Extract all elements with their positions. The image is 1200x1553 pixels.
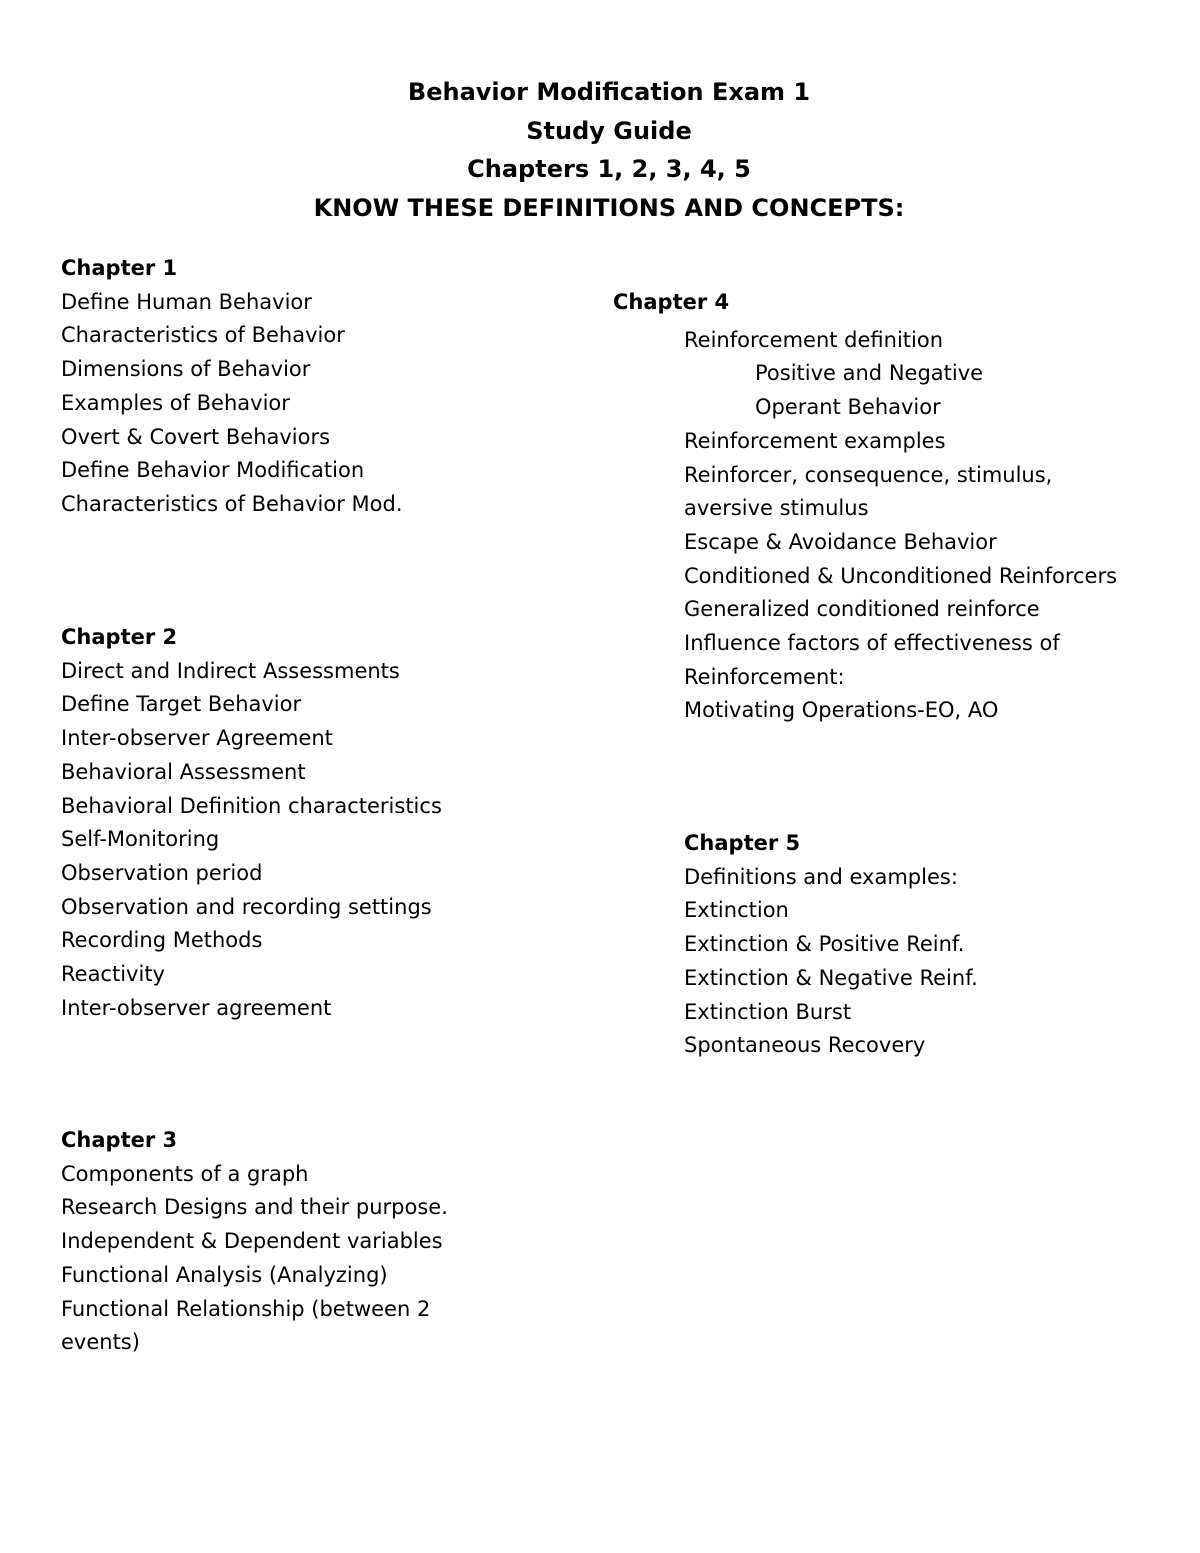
- chapter-5-heading: Chapter 5: [684, 831, 801, 855]
- list-item: aversive stimulus: [684, 496, 869, 521]
- chapter-5-list: [613, 861, 978, 1063]
- list-item: Extinction Burst: [684, 999, 852, 1024]
- list-item: Definitions and examples:: [684, 864, 958, 889]
- document-header: [0, 73, 1200, 227]
- chapter-4-list: [613, 324, 1117, 728]
- list-item: Direct and Indirect Assessments: [61, 658, 400, 683]
- list-item: Functional Analysis (Analyzing): [61, 1262, 388, 1287]
- list-item: Define Behavior Modification: [61, 458, 365, 483]
- list-item: Characteristics of Behavior Mod.: [61, 491, 403, 516]
- list-item: Dimensions of Behavior: [61, 357, 311, 382]
- chapter-2-section: [61, 621, 442, 1025]
- chapter-3-section: [61, 1124, 448, 1360]
- chapter-4-heading: Chapter 4: [613, 290, 730, 314]
- list-item: Inter-observer Agreement: [61, 726, 333, 751]
- document-subtitle: Study Guide: [526, 116, 692, 145]
- list-item: Extinction & Negative Reinf.: [684, 965, 978, 990]
- list-item: Inter-observer agreement: [61, 995, 332, 1020]
- list-item: Functional Relationship (between 2: [61, 1296, 431, 1321]
- chapter-2-list: [61, 655, 442, 1026]
- list-item: Extinction & Positive Reinf.: [684, 932, 965, 957]
- list-item: Components of a graph: [61, 1161, 309, 1186]
- list-item: Reinforcement:: [684, 664, 845, 689]
- list-item: Motivating Operations-EO, AO: [684, 698, 999, 723]
- list-item: Reinforcement definition: [684, 327, 944, 352]
- list-item: Reinforcement examples: [684, 428, 946, 453]
- chapter-3-list: [61, 1158, 448, 1360]
- list-item: Conditioned & Unconditioned Reinforcers: [684, 563, 1118, 588]
- list-item: Behavioral Assessment: [61, 759, 306, 784]
- list-item: events): [61, 1330, 140, 1355]
- chapter-3-heading: Chapter 3: [61, 1128, 178, 1152]
- list-item: Reactivity: [61, 962, 165, 987]
- list-subitem: Positive and Negative: [755, 361, 984, 386]
- chapter-1-heading: Chapter 1: [61, 256, 178, 280]
- list-item: Recording Methods: [61, 928, 263, 953]
- list-item: Characteristics of Behavior: [61, 323, 345, 348]
- list-item: Define Target Behavior: [61, 692, 302, 717]
- list-subitem: Operant Behavior: [755, 395, 941, 420]
- chapter-1-section: [61, 252, 403, 522]
- list-item: Define Human Behavior: [61, 289, 312, 314]
- list-item: Overt & Covert Behaviors: [61, 424, 331, 449]
- list-item: Behavioral Definition characteristics: [61, 793, 442, 818]
- document-title: Behavior Modification Exam 1: [407, 78, 811, 106]
- list-item: Escape & Avoidance Behavior: [684, 529, 997, 554]
- list-item: Influence factors of effectiveness of: [684, 631, 1060, 656]
- list-item: Observation period: [61, 860, 263, 885]
- list-item: Observation and recording settings: [61, 894, 432, 919]
- list-item: Generalized conditioned reinforce: [684, 597, 1040, 622]
- chapter-1-list: [61, 286, 403, 522]
- list-item: Reinforcer, consequence, stimulus,: [684, 462, 1053, 487]
- chapter-4-section: [613, 286, 1117, 728]
- list-item: Independent & Dependent variables: [61, 1229, 443, 1254]
- chapter-5-section: [613, 827, 978, 1063]
- instruction-line: KNOW THESE DEFINITIONS AND CONCEPTS:: [313, 193, 905, 222]
- list-item: Research Designs and their purpose.: [61, 1195, 448, 1220]
- list-item: Self-Monitoring: [61, 827, 220, 852]
- list-item: Examples of Behavior: [61, 390, 290, 415]
- list-item: Extinction: [684, 898, 789, 923]
- list-item: Spontaneous Recovery: [684, 1033, 926, 1058]
- chapters-line: Chapters 1, 2, 3, 4, 5: [467, 155, 751, 183]
- chapter-2-heading: Chapter 2: [61, 625, 178, 649]
